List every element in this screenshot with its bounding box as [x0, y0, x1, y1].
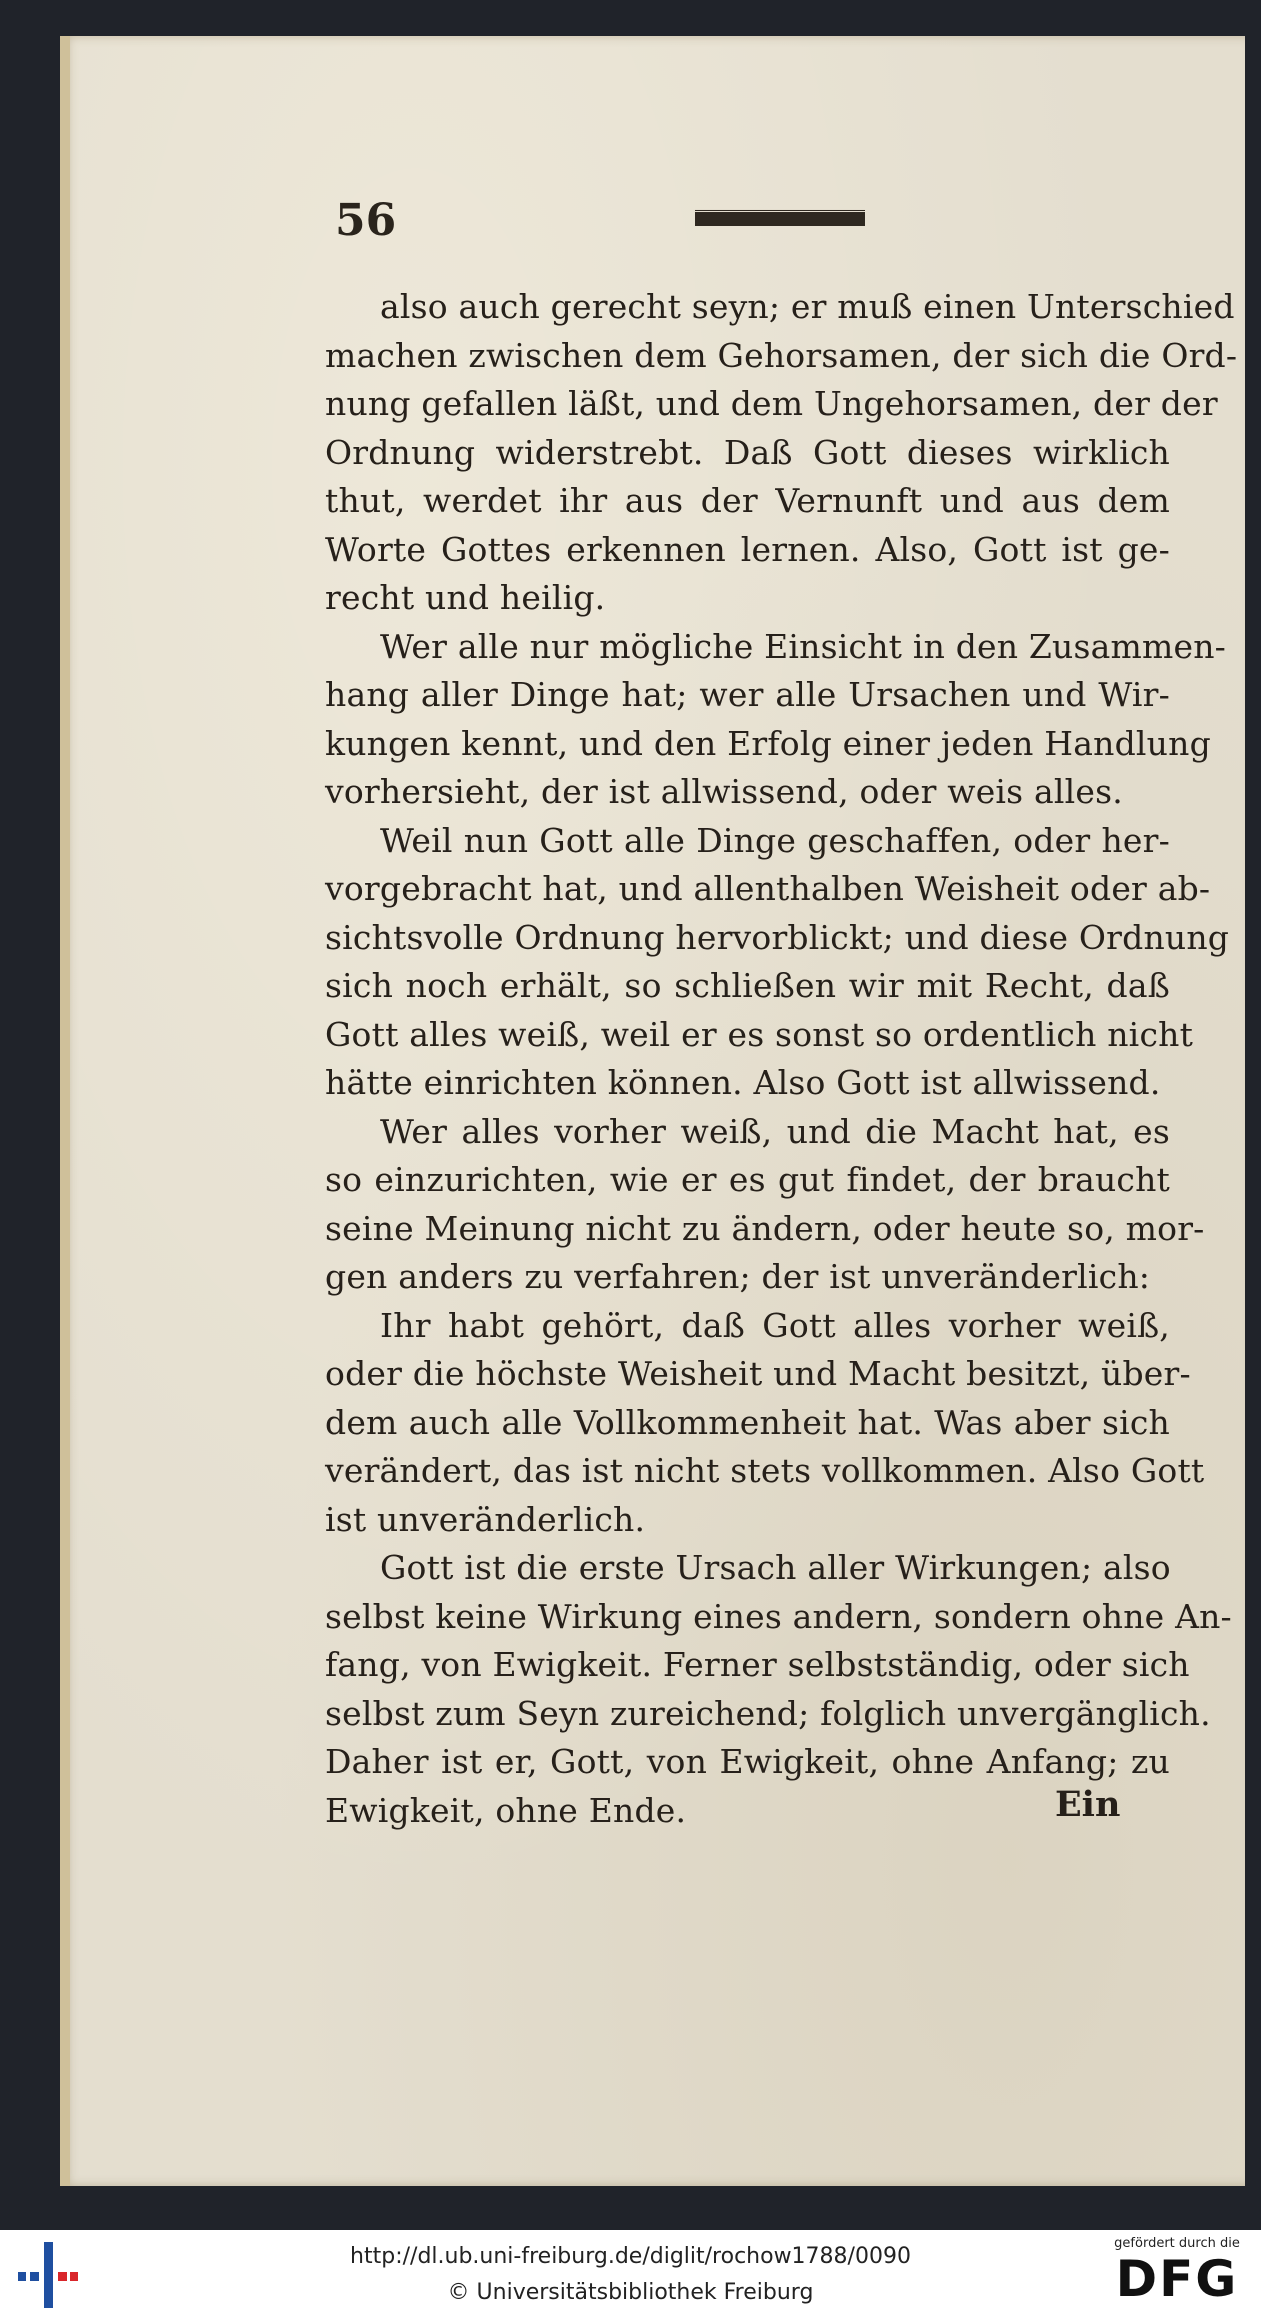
- dfg-caption: gefördert durch die: [1114, 2236, 1240, 2251]
- text-line: gen anders zu verfahren; der ist unveränderlich:: [325, 1257, 1151, 1296]
- text-line: thut, werdet ihr aus der Vernunft und aus dem: [325, 481, 1170, 520]
- paragraph: [325, 623, 1227, 817]
- text-line: Ihr habt gehört, daß Gott alles vorher weiß,: [380, 1305, 1170, 1345]
- text-line: Ewigkeit, ohne Ende.: [325, 1790, 687, 1830]
- page-number: 56: [335, 195, 397, 246]
- text-line: machen zwischen dem Gehorsamen, der sich die Ord-: [325, 335, 1238, 375]
- text-line: Gott ist die erste Ursach aller Wirkungen; also: [380, 1548, 1171, 1587]
- text-line: sich noch erhält, so schließen wir mit Recht, daß: [325, 966, 1170, 1005]
- copyright-notice: © Universitätsbibliothek Freiburg: [447, 2280, 814, 2305]
- text-line: selbst keine Wirkung eines andern, sondern ohne An-: [325, 1596, 1232, 1636]
- text-line: oder die höchste Weisheit und Macht besitzt, über-: [325, 1354, 1191, 1393]
- text-line: vorgebracht hat, und allenthalben Weisheit oder ab-: [325, 869, 1211, 908]
- catchword: Ein: [1055, 1784, 1121, 1825]
- text-line: recht und heilig.: [325, 578, 606, 617]
- text-line: also auch gerecht seyn; er muß einen Unterschied: [380, 287, 1235, 326]
- paragraph: [325, 817, 1230, 1108]
- text-line: selbst zum Seyn zureichend; folglich unvergänglich.: [325, 1693, 1211, 1733]
- text-line: hätte einrichten können. Also Gott ist allwissend.: [325, 1063, 1161, 1102]
- paragraph: [325, 1302, 1205, 1545]
- text-line: seine Meinung nicht zu ändern, oder heute so, mor-: [325, 1208, 1205, 1248]
- text-line: ist unveränderlich.: [325, 1499, 646, 1539]
- dfg-funding-badge[interactable]: [1107, 2236, 1247, 2307]
- text-line: sichtsvolle Ordnung hervorblickt; und diese Ordnung: [325, 917, 1230, 957]
- text-line: Wer alle nur mögliche Einsicht in den Zusammen-: [380, 626, 1227, 666]
- text-line: Ordnung widerstrebt. Daß Gott dieses wirklich: [325, 432, 1170, 472]
- text-line: fang, von Ewigkeit. Ferner selbstständig, oder sich: [325, 1645, 1190, 1684]
- document-url[interactable]: http://dl.ub.uni-freiburg.de/diglit/rochow1788/0090: [350, 2244, 911, 2269]
- text-line: Weil nun Gott alle Dinge geschaffen, oder her-: [380, 820, 1170, 860]
- paragraph: [325, 1108, 1205, 1302]
- viewer-footer: [0, 2230, 1261, 2321]
- text-line: hang aller Dinge hat; wer alle Ursachen und Wir-: [325, 675, 1170, 714]
- text-line: vorhersieht, der ist allwissend, oder weis alles.: [325, 772, 1123, 811]
- page-header: [335, 195, 935, 245]
- text-line: Gott alles weiß, weil er es sonst so ordentlich nicht: [325, 1014, 1194, 1054]
- text-line: Wer alles vorher weiß, und die Macht hat, es: [380, 1111, 1170, 1151]
- text-line: Worte Gottes erkennen lernen. Also, Gott ist ge-: [325, 529, 1170, 569]
- text-line: dem auch alle Vollkommenheit hat. Was aber sich: [325, 1402, 1170, 1442]
- text-line: verändert, das ist nicht stets vollkommen. Also Gott: [325, 1451, 1205, 1490]
- page-edge: [60, 36, 70, 2186]
- text-line: Daher ist er, Gott, von Ewigkeit, ohne Anfang; zu: [325, 1742, 1170, 1781]
- dfg-logo-icon: DFG: [1115, 2250, 1239, 2308]
- paragraph: [325, 283, 1238, 623]
- text-line: so einzurichten, wie er es gut findet, der braucht: [325, 1160, 1170, 1199]
- paragraph: [325, 1544, 1232, 1835]
- text-line: kungen kennt, und den Erfolg einer jeden Handlung: [325, 723, 1211, 763]
- header-ornament-rule: [695, 209, 865, 226]
- body-text: [325, 283, 1238, 1835]
- text-line: nung gefallen läßt, und dem Ungehorsamen, der der: [325, 384, 1218, 423]
